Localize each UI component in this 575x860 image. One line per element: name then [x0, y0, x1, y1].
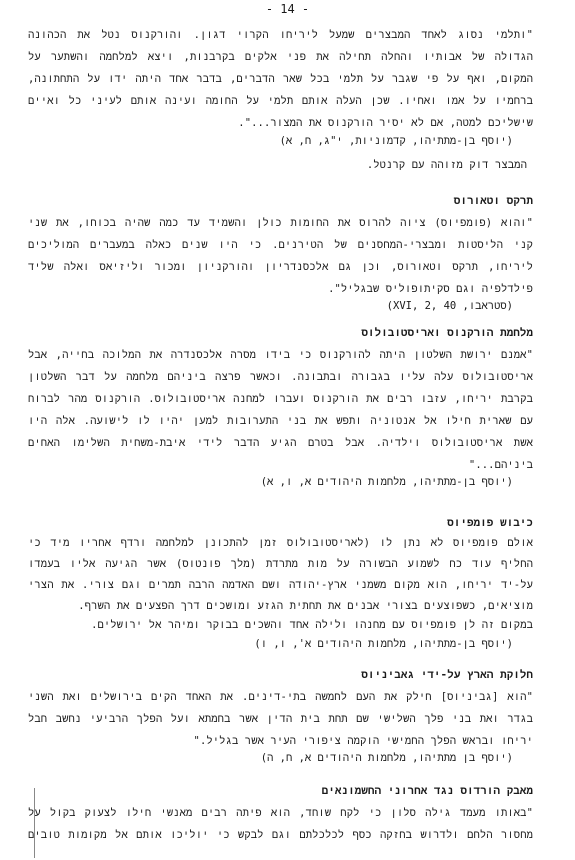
section-heading: כיבוש פומפיוס: [447, 516, 533, 529]
text-line: אולם פומפיוס לא נתן לו (לאריסטובולוס זמן להתכונן למלחמה ורדף אחריו מיד כי: [28, 537, 533, 549]
section-heading: תרקס וטאורוס: [453, 194, 533, 207]
text-line: "אמנם ירושת השלטון היתה להורקנוס כי בידו מסרה אלכסנדרה את המלוכה בחייה, אבל: [28, 349, 533, 361]
source-citation: (יוסף בן-מתתיהו, מלחמות היהודים א, ו, א): [260, 476, 513, 488]
note-text: המבצר דוק מזוהה עם קרנטל.: [366, 159, 527, 171]
text-line: במקום זה לן פומפיוס עם מחנהו ולילה אחד והשכים בבוקר ומיהר אל ירושלים.: [91, 619, 533, 631]
text-line: "באותו מעמד גילה סלון כי לקח שוחד, הוא פיתה רבים מאנשי חילו לצעוק בקול על: [28, 807, 533, 819]
source-citation: (סטראבו, XVI, 2, 40): [386, 300, 513, 312]
text-line: פילדלפיה וגם סקיתופוליס שבגליל".: [328, 283, 533, 295]
text-line: ביניהם...": [468, 459, 533, 471]
source-citation: (יוסף בן-מתתיהו, מלחמות היהודים א', ו, ו): [254, 638, 513, 650]
text-line: "הוא [גביניוס] חילק את העם לחמשה בתי-דינים. את האחד הקים בירושלים ואת השני: [28, 691, 533, 703]
text-line: מחסור הלחם ולדרוש בחזקה כסף לכלכלתם וגם לבקש כי יוליכו אותם אל מקומות טובים: [28, 829, 533, 841]
text-line: ברחמיו על אמו ואחיו. שכן העלה אותם תלמי על החומה ועינה אותם לעיני כל ואיים: [28, 95, 533, 107]
section-heading: מלחמת הורקנוס ואריסטובולוס: [361, 326, 533, 339]
text-line: בקרבת יריחו, עזבו רבים את הורקנוס ועברו למחנה אריסטובולוס. הורקנוס מהר לברוח: [28, 393, 533, 405]
text-line: יריחו ובראש הפלך החמישי הוקמה ציפורי העיר אשר בגליל.": [193, 735, 533, 747]
text-line: אריסטובולוס עלה עליו בגבורה ובתבונה. וכאשר פרצה ביניהם מלחמה על דבר השלטון: [28, 371, 533, 383]
text-line: הגדולה של אבותיו והחלה תחילה את פני אלקים בקרבנות, ויצא למלחמה והשתער על: [28, 51, 533, 63]
text-line: "ותלמי נסוג לאחד המבצרים שמעל ליריחו הקרוי דגון. והורקנוס נטל את הכהונה: [28, 29, 533, 41]
scan-margin-mark: [34, 788, 37, 858]
text-line: מוציאים, כשפוצעים בצורי אבנים את תחתית הגזע ומושכים דרך הפצעים את השרף.: [78, 600, 533, 612]
text-line: על-יד יריחו, הוא מקום משמני ארץ-יהודה ושם האדמה הרבה תמרים וגם צורי. את הצרי: [28, 579, 533, 591]
text-line: החליף עוד כח לשמוע הבשורה על מות מתרדת (מלך פונטוס) אשר הגיעה אליו בעמדו: [28, 558, 533, 570]
text-line: שישליכם למטה, אם לא יסיר הורקנוס את המצור...".: [238, 117, 533, 129]
source-citation: (יוסף בן מתתיהו, מלחמות היהודים א, ח, ה): [260, 752, 513, 764]
text-line: קני הליסטות ומבצרי-המחסנים של הטירנים. כי היו שנים כאלה במעברים המוליכים: [28, 239, 533, 251]
text-line: אשת אריסטובולוס וילדיה. אבל בטרם הגיע הדבר לידי איבת-משחית השלימו האחים: [28, 437, 533, 449]
section-heading: מאבק הורדוס נגד אחרוני החשמונאים: [321, 784, 533, 797]
text-line: בגדר ואת בני פלך השלישי שם תחת בית הדין אשר בחמתא ועל הפלך הרביעי נחשב חבל: [28, 713, 533, 725]
page-number: - 14 -: [265, 2, 310, 16]
source-citation: (יוסף בן-מתתיהו, קדמוניות, י"ג, ח, א): [279, 135, 513, 147]
section-heading: חלוקת הארץ על-ידי גאביניוס: [361, 668, 533, 681]
text-line: ליריחו, תרקס וטאורוס, וכן גם אלכסנדריון והורקניון ומכור וליזיאס ואלה שליד: [28, 261, 533, 273]
text-line: "והוא (פומפיוס) ציוה להרוס את החומות כולן והשמיד עד כמה שהיה בכוחו, את שני: [28, 217, 533, 229]
text-line: עם שארית חילו אל אנטוניה ותפש את בני התערובות למען יהיו לו לישועה. אלה היו: [28, 415, 533, 427]
text-line: המקום, ואף על פי שגבר על תלמי בכל שאר הדברים, בדבר אחד היתה ידו על התחתונה,: [28, 73, 533, 85]
